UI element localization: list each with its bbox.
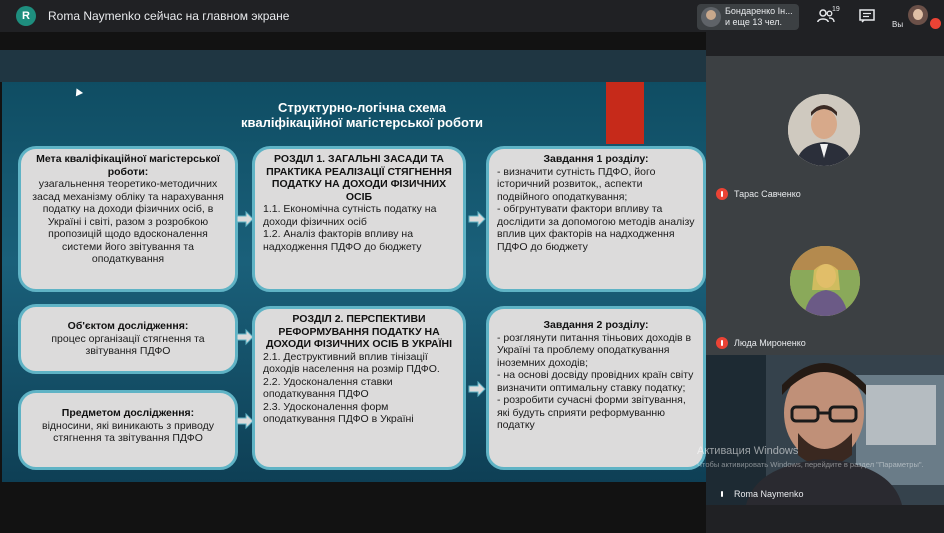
other-participants-tile[interactable] bbox=[697, 4, 799, 30]
slide-title-line2: кваліфікаційної магістерської роботи bbox=[241, 115, 483, 130]
active-speaker-name: Roma Naymenko bbox=[734, 489, 804, 499]
more-participants-count: и еще 13 чел. bbox=[725, 17, 783, 27]
self-avatar bbox=[908, 5, 928, 25]
section2-heading: РОЗДІЛ 2. ПЕРСПЕКТИВИ РЕФОРМУВАННЯ ПОДАТКУ НА ДОХОДИ ФІЗИЧНИХ ОСІБ В УКРАЇНІ bbox=[265, 313, 453, 350]
subject-heading: Предметом дослідження: bbox=[61, 407, 195, 419]
arrow-right-icon bbox=[236, 210, 254, 228]
windows-activation-watermark: Активация Windows bbox=[697, 445, 799, 457]
section1-item2: 1.2. Аналіз факторів впливу на надходження ПДФО до бюджету bbox=[263, 228, 422, 253]
windows-activation-hint: Чтобы активировать Windows, перейдите в раздел "Параметры". bbox=[697, 460, 924, 469]
speaking-indicator-icon bbox=[716, 488, 728, 500]
object-text: процес організації стягнення та звітування ПДФО bbox=[51, 332, 205, 357]
mic-off-icon bbox=[930, 18, 941, 29]
self-label: Вы bbox=[892, 20, 904, 29]
top-bar bbox=[0, 0, 944, 32]
participant-tile[interactable] bbox=[706, 206, 944, 356]
slide-top-strip bbox=[0, 50, 706, 82]
slide-red-accent bbox=[606, 82, 644, 144]
section1-box bbox=[252, 146, 466, 292]
self-view-tile[interactable] bbox=[892, 2, 944, 30]
section2-item2: 2.2. Удосконалення ставки оподаткування ПДФО bbox=[263, 375, 393, 400]
participant-avatar bbox=[788, 94, 860, 166]
tasks2-item1: - розглянути питання тіньових доходів в Україні та проблему оподаткування іноземних доходів; bbox=[497, 331, 692, 369]
tasks2-heading: Завдання 2 розділу: bbox=[543, 319, 649, 331]
participant-name: Бондаренко Ін... bbox=[725, 6, 793, 16]
presenter-avatar: R bbox=[16, 6, 36, 26]
subject-text: відносини, які виникають з приводу стягнення та звітування ПДФО bbox=[42, 419, 214, 444]
goal-text: узагальнення теоретико-методичних засад механізму обліку та нарахування податку на доходи фізичних осіб, в Україні і світі, разом з розробкою пропозицій щодо вдосконалення системи його звітування та оподаткування bbox=[32, 178, 224, 265]
section2-box bbox=[252, 306, 466, 470]
participant-name: Люда Мироненко bbox=[734, 338, 806, 348]
arrow-right-icon bbox=[236, 328, 254, 346]
section1-item1: 1.1. Економічна сутність податку на доходи фізичних осіб bbox=[263, 203, 437, 228]
chat-icon bbox=[859, 9, 875, 23]
slide-title-line1: Структурно-логічна схема bbox=[277, 100, 447, 115]
tasks1-item1: - визначити сутність ПДФО, його історичний розвиток,, аспекти подвійного оподаткування; bbox=[497, 165, 656, 203]
tasks1-box bbox=[486, 146, 706, 292]
object-heading: Об'єктом дослідження: bbox=[67, 320, 189, 332]
tasks2-box bbox=[486, 306, 706, 470]
tasks1-heading: Завдання 1 розділу: bbox=[543, 153, 649, 165]
subject-box bbox=[18, 390, 238, 470]
mic-off-icon bbox=[716, 337, 728, 349]
active-speaker-video[interactable] bbox=[706, 355, 944, 505]
participant-name: Тарас Савченко bbox=[734, 189, 801, 199]
mic-off-icon bbox=[716, 188, 728, 200]
tasks2-item2: - на основі досвіду провідних країн світу визначити оптимальну ставку податку; bbox=[497, 369, 694, 394]
presentation-slide bbox=[2, 82, 706, 482]
presenter-status-label: Roma Naymenko сейчас на главном экране bbox=[48, 9, 290, 23]
chat-button[interactable] bbox=[845, 4, 889, 28]
people-button[interactable] bbox=[804, 4, 848, 28]
participant-tile[interactable] bbox=[706, 56, 944, 206]
arrow-right-icon bbox=[236, 412, 254, 430]
goal-heading: Мета кваліфікаційної магістерської роботи: bbox=[36, 153, 220, 178]
tasks2-item3: - розробити сучасні форми звітування, які будуть сприяти реформуванню податку bbox=[497, 394, 686, 431]
participant-avatar bbox=[701, 7, 721, 27]
participant-avatar bbox=[790, 246, 860, 316]
arrow-right-icon bbox=[468, 210, 486, 228]
tasks1-item2: - обгрунтувати фактори впливу та дослідити за допомогою методів аналізу вплив цих факторів на надходження ПДФО до бюджету bbox=[497, 203, 695, 253]
object-box bbox=[18, 304, 238, 374]
section2-item3: 2.3. Удосконалення форм оподаткування ПДФО в Україні bbox=[263, 400, 414, 425]
arrow-right-icon bbox=[468, 380, 486, 398]
slide-title bbox=[182, 100, 542, 130]
section2-item1: 2.1. Деструктивний вплив тінізації доходів населення на розмір ПДФО. bbox=[263, 350, 440, 375]
goal-box bbox=[18, 146, 238, 292]
people-count-badge: 19 bbox=[832, 6, 840, 13]
section1-heading: РОЗДІЛ 1. ЗАГАЛЬНІ ЗАСАДИ ТА ПРАКТИКА РЕАЛІЗАЦІЇ СТЯГНЕННЯ ПОДАТКУ НА ДОХОДИ ФІЗИЧНИХ ОСІБ bbox=[266, 153, 452, 203]
